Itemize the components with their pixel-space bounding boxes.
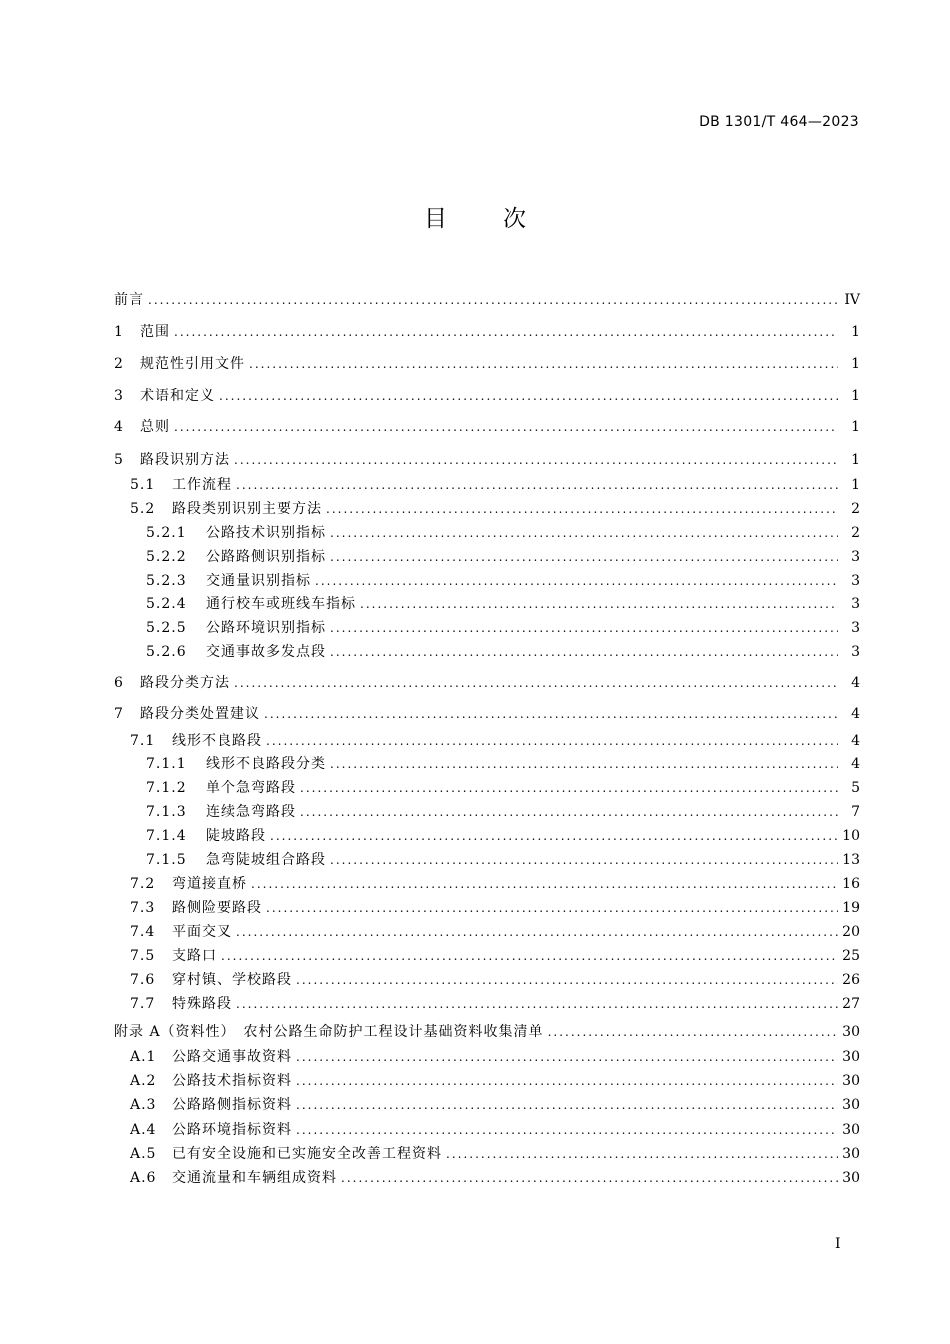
toc-entry-number: 1 xyxy=(114,324,124,340)
toc-entry-page: 19 xyxy=(842,900,860,916)
toc-entry-page: 30 xyxy=(842,1122,860,1138)
toc-leader-dots xyxy=(315,570,838,592)
toc-entry[interactable] xyxy=(114,1094,860,1116)
toc-leader-dots xyxy=(548,1021,838,1043)
toc-entry-label: 公路路侧识别指标 xyxy=(206,549,326,565)
toc-entry-label: 穿村镇、学校路段 xyxy=(172,972,292,988)
toc-entry-number: 6 xyxy=(114,675,124,691)
toc-leader-dots xyxy=(174,416,838,438)
toc-leader-dots xyxy=(330,641,838,663)
toc-entry-number: 5.2.5 xyxy=(146,620,187,636)
toc-entry-number: 7 xyxy=(114,706,124,722)
toc-leader-dots xyxy=(341,1167,838,1189)
toc-entry-page: 2 xyxy=(851,525,860,541)
toc-entry-page: 1 xyxy=(851,452,860,468)
toc-entry-label: 路段识别方法 xyxy=(140,452,230,468)
toc-entry-number: 4 xyxy=(114,419,124,435)
toc-entry-number: 7.1.3 xyxy=(146,804,187,820)
toc-entry-label: 公路环境指标资料 xyxy=(172,1122,292,1138)
toc-entry-page: 30 xyxy=(842,1024,860,1040)
toc-entry[interactable] xyxy=(114,570,860,592)
toc-entry[interactable] xyxy=(114,385,860,407)
title-char-2: 次 xyxy=(503,206,526,232)
toc-entry-label: 公路路侧指标资料 xyxy=(172,1097,292,1113)
toc-leader-dots xyxy=(446,1143,838,1165)
toc-entry-label: 范围 xyxy=(140,324,170,340)
toc-leader-dots xyxy=(236,921,838,943)
toc-entry-page: 16 xyxy=(842,876,860,892)
toc-entry[interactable] xyxy=(114,474,860,496)
toc-entry[interactable] xyxy=(114,873,860,895)
toc-entry-label: 附录 A（资料性） 农村公路生命防护工程设计基础资料收集清单 xyxy=(114,1024,544,1040)
toc-entry[interactable] xyxy=(114,849,860,871)
toc-entry-label: 急弯陡坡组合路段 xyxy=(206,852,326,868)
toc-entry-label: 工作流程 xyxy=(172,477,232,493)
toc-entry-label: 单个急弯路段 xyxy=(206,780,296,796)
toc-entry-number: 7.7 xyxy=(130,996,156,1012)
page-title xyxy=(0,200,950,233)
toc-leader-dots xyxy=(330,522,838,544)
toc-entry[interactable] xyxy=(114,993,860,1015)
toc-entry-number: 7.2 xyxy=(130,876,156,892)
toc-entry-label: 已有安全设施和已实施安全改善工程资料 xyxy=(172,1146,442,1162)
toc-entry-page: 4 xyxy=(851,756,860,772)
toc-leader-dots xyxy=(221,945,838,967)
toc-entry[interactable] xyxy=(114,449,860,471)
toc-entry-page: 1 xyxy=(851,356,860,372)
toc-entry-number: 5.1 xyxy=(130,477,156,493)
toc-entry-page: IV xyxy=(844,292,860,308)
toc-entry-number: 7.1.4 xyxy=(146,828,187,844)
toc-entry-number: 7.1.1 xyxy=(146,756,187,772)
toc-entry-label: 术语和定义 xyxy=(140,388,215,404)
toc-entry-label: 陡坡路段 xyxy=(206,828,266,844)
toc-entry-label: 公路技术识别指标 xyxy=(206,525,326,541)
toc-entry[interactable] xyxy=(114,777,860,799)
toc-entry-label: 特殊路段 xyxy=(172,996,232,1012)
toc-entry-page: 30 xyxy=(842,1170,860,1186)
toc-entry-page: 1 xyxy=(851,388,860,404)
toc-leader-dots xyxy=(300,777,838,799)
toc-entry-label: 公路交通事故资料 xyxy=(172,1049,292,1065)
toc-entry-number: 7.1.2 xyxy=(146,780,187,796)
toc-entry-page: 3 xyxy=(851,620,860,636)
toc-entry[interactable] xyxy=(114,730,860,752)
toc-entry[interactable] xyxy=(114,825,860,847)
toc-leader-dots xyxy=(296,1070,838,1092)
toc-leader-dots xyxy=(270,825,838,847)
toc-entry[interactable] xyxy=(114,617,860,639)
toc-entry-page: 30 xyxy=(842,1073,860,1089)
toc-entry-label: 总则 xyxy=(140,419,170,435)
toc-entry[interactable] xyxy=(114,969,860,991)
toc-entry[interactable] xyxy=(114,321,860,343)
toc-leader-dots xyxy=(296,969,838,991)
toc-leader-dots xyxy=(236,993,838,1015)
toc-entry-number: 5.2.6 xyxy=(146,644,187,660)
toc-entry-number: 5.2 xyxy=(130,501,156,517)
toc-entry-label: 路段分类方法 xyxy=(140,675,230,691)
toc-entry[interactable] xyxy=(114,897,860,919)
toc-entry[interactable] xyxy=(114,921,860,943)
toc-entry-number: 5.2.3 xyxy=(146,573,187,589)
toc-entry-number: A.2 xyxy=(130,1073,157,1089)
toc-entry-number: 5.2.4 xyxy=(146,596,187,612)
toc-entry[interactable] xyxy=(114,289,860,311)
toc-entry[interactable] xyxy=(114,1021,860,1043)
toc-entry-page: 10 xyxy=(842,828,860,844)
toc-entry-page: 26 xyxy=(842,972,860,988)
toc-entry[interactable] xyxy=(114,353,860,375)
toc-leader-dots xyxy=(330,753,838,775)
toc-entry-label: 路段分类处置建议 xyxy=(140,706,260,722)
toc-entry-label: 交通量识别指标 xyxy=(206,573,311,589)
toc-entry-number: 7.3 xyxy=(130,900,156,916)
toc-entry-page: 2 xyxy=(851,501,860,517)
toc-entry-label: 平面交叉 xyxy=(172,924,232,940)
toc-leader-dots xyxy=(296,1119,838,1141)
toc-entry[interactable] xyxy=(114,522,860,544)
toc-entry[interactable] xyxy=(114,672,860,694)
toc-entry-label: 交通事故多发点段 xyxy=(206,644,326,660)
toc-entry-label: 公路环境识别指标 xyxy=(206,620,326,636)
toc-leader-dots xyxy=(266,897,838,919)
toc-entry[interactable] xyxy=(114,1167,860,1189)
toc-entry-label: 连续急弯路段 xyxy=(206,804,296,820)
document-code: DB 1301/T 464—2023 xyxy=(699,114,859,130)
toc-entry-number: 3 xyxy=(114,388,124,404)
toc-entry[interactable] xyxy=(114,1046,860,1068)
toc-entry-page: 27 xyxy=(842,996,860,1012)
toc-entry-page: 13 xyxy=(842,852,860,868)
toc-leader-dots xyxy=(219,385,838,407)
toc-entry-page: 3 xyxy=(851,549,860,565)
toc-entry-label: 弯道接直桥 xyxy=(172,876,247,892)
toc-entry[interactable] xyxy=(114,498,860,520)
toc-entry-page: 4 xyxy=(851,706,860,722)
toc-leader-dots xyxy=(148,289,838,311)
toc-leader-dots xyxy=(330,617,838,639)
toc-entry-number: A.6 xyxy=(130,1170,157,1186)
toc-leader-dots xyxy=(234,672,838,694)
toc-entry-page: 20 xyxy=(842,924,860,940)
toc-entry-page: 1 xyxy=(851,324,860,340)
toc-entry[interactable] xyxy=(114,703,860,725)
toc-entry[interactable] xyxy=(114,801,860,823)
toc-entry-page: 30 xyxy=(842,1049,860,1065)
toc-entry-page: 4 xyxy=(851,733,860,749)
toc-entry-number: 5.2.2 xyxy=(146,549,187,565)
toc-entry-label: 支路口 xyxy=(172,948,217,964)
page-number: I xyxy=(835,1236,841,1252)
toc-entry-label: 路侧险要路段 xyxy=(172,900,262,916)
toc-entry-number: 5 xyxy=(114,452,124,468)
toc-entry-label: 路段类别识别主要方法 xyxy=(172,501,322,517)
toc-leader-dots xyxy=(330,546,838,568)
toc-entry-page: 3 xyxy=(851,573,860,589)
toc-entry[interactable] xyxy=(114,593,860,615)
toc-entry-label: 公路技术指标资料 xyxy=(172,1073,292,1089)
toc-entry[interactable] xyxy=(114,1143,860,1165)
toc-leader-dots xyxy=(266,730,838,752)
toc-entry[interactable] xyxy=(114,1070,860,1092)
toc-leader-dots xyxy=(249,353,838,375)
toc-entry-number: A.5 xyxy=(130,1146,157,1162)
toc-entry-page: 5 xyxy=(851,780,860,796)
toc-entry[interactable] xyxy=(114,641,860,663)
toc-leader-dots xyxy=(264,703,838,725)
toc-entry-label: 交通流量和车辆组成资料 xyxy=(172,1170,337,1186)
toc-leader-dots xyxy=(300,801,838,823)
toc-leader-dots xyxy=(296,1094,838,1116)
toc-entry-page: 25 xyxy=(842,948,860,964)
toc-entry[interactable] xyxy=(114,1119,860,1141)
toc-entry-number: 7.1.5 xyxy=(146,852,187,868)
toc-entry-page: 3 xyxy=(851,596,860,612)
toc-entry-number: A.1 xyxy=(130,1049,157,1065)
toc-leader-dots xyxy=(330,849,838,871)
toc-leader-dots xyxy=(360,593,838,615)
toc-leader-dots xyxy=(234,449,838,471)
toc-entry[interactable] xyxy=(114,546,860,568)
toc-entry[interactable] xyxy=(114,416,860,438)
toc-leader-dots xyxy=(236,474,838,496)
toc-entry-number: 5.2.1 xyxy=(146,525,187,541)
title-char-1: 目 xyxy=(424,206,447,232)
toc-entry[interactable] xyxy=(114,753,860,775)
toc-entry-page: 30 xyxy=(842,1146,860,1162)
toc-entry-label: 线形不良路段分类 xyxy=(206,756,326,772)
toc-entry-page: 7 xyxy=(851,804,860,820)
toc-entry[interactable] xyxy=(114,945,860,967)
toc-leader-dots xyxy=(326,498,838,520)
toc-entry-number: 7.4 xyxy=(130,924,156,940)
toc-entry-label: 规范性引用文件 xyxy=(140,356,245,372)
toc-leader-dots xyxy=(174,321,838,343)
toc-entry-number: A.4 xyxy=(130,1122,157,1138)
toc-entry-number: 2 xyxy=(114,356,124,372)
toc-entry-page: 30 xyxy=(842,1097,860,1113)
toc-leader-dots xyxy=(296,1046,838,1068)
toc-entry-page: 3 xyxy=(851,644,860,660)
toc-entry-label: 通行校车或班线车指标 xyxy=(206,596,356,612)
toc-entry-page: 1 xyxy=(851,419,860,435)
toc-entry-number: A.3 xyxy=(130,1097,157,1113)
toc-entry-number: 7.1 xyxy=(130,733,156,749)
toc-entry-label: 线形不良路段 xyxy=(172,733,262,749)
toc-entry-page: 1 xyxy=(851,477,860,493)
toc-entry-label: 前言 xyxy=(114,292,144,308)
toc-leader-dots xyxy=(251,873,838,895)
toc-entry-number: 7.6 xyxy=(130,972,156,988)
toc-entry-number: 7.5 xyxy=(130,948,156,964)
toc-entry-page: 4 xyxy=(851,675,860,691)
